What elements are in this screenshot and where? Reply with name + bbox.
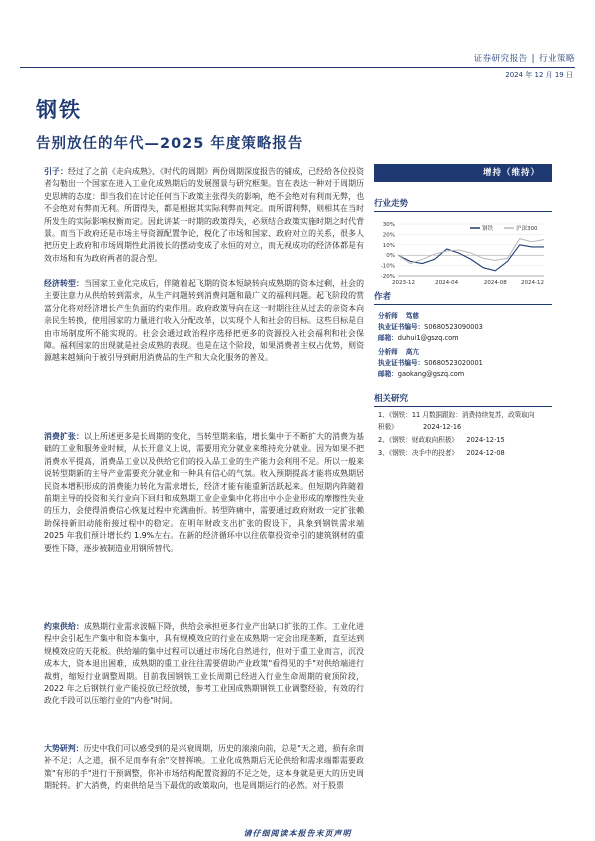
- section-text: 经过了之前《走向成熟》、《时代的周期》两份周期深度报告的铺成，已经给各位投资者勾勒出一个国家在进入工业化成熟期后的发展图景与研究框架。盲在表达一种对于周期历史思辨的态度：即当我们在讨论任何当下政策主张得失的影响，绝不会绝对有利而无弊，也不会绝对有弊而无利。所谓得失，都是根据其实际利弊而判定。而所谓利弊，则相其在当时所发生的实际影响权衡而定。因此讲某一时期的政策得失，必须结合政策实施时期之时代背景。而当下政府还是市场主导资源配置争论，税化了市场和国家、政府对立的关系，很多人把历史上政府和市场周期性此消彼长的摆动变成了永恒的对立，而无视成功的经济体都是有效市场和有为政府两者的混合型。: [44, 167, 364, 263]
- email-label: 邮箱：: [378, 334, 398, 342]
- cert-label: 执业证书编号：: [378, 359, 425, 367]
- author-role-label: 分析师: [378, 312, 398, 320]
- chart-legend: [470, 224, 538, 232]
- section-economic-transition: [44, 278, 364, 365]
- author-section-title: 作者: [374, 290, 552, 305]
- header-separator: |: [531, 54, 535, 64]
- y-tick-label: 10%: [382, 242, 395, 249]
- report-date: 2024 年 12 月 19 日: [505, 71, 573, 79]
- author-1-email: [378, 332, 459, 342]
- trend-chart-svg: [374, 218, 552, 288]
- related-report-title: 3、《钢铁：决手中的投者》: [378, 449, 459, 457]
- related-report-date: 2024-12-08: [466, 449, 505, 457]
- report-type-header: [474, 52, 575, 64]
- section-lead: 经济转型：: [44, 279, 85, 288]
- y-tick-label: 20%: [382, 232, 395, 239]
- rating-badge: 增持（维持）: [374, 164, 552, 182]
- author-2-email: [378, 368, 464, 378]
- cert-label: 执业证书编号：: [378, 323, 425, 331]
- related-report-3[interactable]: [378, 449, 505, 458]
- y-tick-label: 30%: [382, 222, 395, 228]
- section-lead: 大势研判：: [44, 744, 84, 753]
- trend-section-title: 行业走势: [374, 197, 552, 212]
- x-tick-label: 2024-12: [521, 280, 544, 286]
- report-subcategory: 行业策略: [538, 54, 575, 64]
- related-report-date: 2024-12-15: [466, 436, 505, 444]
- section-lead: 引子：: [44, 167, 68, 176]
- author-name: 高亢: [405, 348, 419, 356]
- author-2-cert: [378, 357, 483, 367]
- section-lead: 消费扩张：: [44, 432, 85, 441]
- section-outlook: [44, 743, 364, 793]
- section-introduction: [44, 166, 364, 265]
- cert-number: S0680523020001: [424, 359, 483, 367]
- author-2-role: [378, 346, 419, 356]
- x-tick-label: 2023-12: [392, 280, 415, 286]
- section-consumption-expansion: [44, 431, 364, 555]
- y-tick-label: -20%: [380, 274, 395, 280]
- section-text: 以上所述更多是长周期的变化，当转型期来临，增长集中于不断扩大的消费为基础的工业和服务业时候，从长开意义上说，需要用充分就业来维持充分就业。因为如果不把消费水平提高，消费品工业以及供给它们的投入品工业的生产能力会利用不足。所以一般来说转型期新的主导产业需要充分就业和一种具有信心的气氛。收入预期提高才能将成熟期居民资本增积形成的消费能力转化为需求增长，经济才能有能重新活跃起来。但短期内阵随着前期主导的投资和关行业向下回归和成熟期工业企业集中化将出中小企业形成的摩擦性失业的压力，会使得消费信心恢复过程中充满曲折。转型阵痛中，需要通过政府财政一定扩张赖助保持新旧动能衔接过程中的稳定。在明年财政支出扩张的假设下，具象到钢铁需求端 2025 年我们预计增长约 1.9%左右。在新的经济循环中以往依靠投资牵引的建筑钢材的重要性下降，逐步被制造业用钢所替代。: [44, 432, 364, 553]
- y-tick-label: 0%: [386, 253, 395, 260]
- section-text: 当国家工业化完成后，伴随着起飞期的资本短缺转向成熟期的资本过剩，社会的主要注意力从供给转到需求，从生产问题转到消费问题和最广义的福利问题。起飞阶段的赏富分化将对经济增长产生负面的约束作用。政府政策导向在这一时期往往从过去的亲资本向亲民生转换，使用国家的力量进行收入分配改革，以实现个人和社会的目标。这些目标是自由市场制度所不能实现的。社会会通过政治程序选择把更多的资源投入社会福利和社会保障。福利国家的出现就是社会成熟的表现。也是在这个阶段，如果消费者主权占优势，则资源越来越倾向于被引导到耐用消费品的生产和大众化服务的普及。: [44, 279, 364, 363]
- cert-number: S0680523090003: [424, 323, 483, 331]
- email-link[interactable]: duhui1@gszq.com: [397, 334, 459, 342]
- chart-series: [398, 239, 544, 271]
- section-text: 历史中我们可以感受到的是兴衰周期，历史的滚滚向前，总是"天之道，损有余而补不足；人之道，损不足而奉有余"交替挥映。工业化成熟期后无论供给和需求端都需要政策"有形的手"进行干预调整，你补市场结构配置资源的不足之处，这本身就是更大的历史周期轮转。扩大消费，约束供给是当下最优的政策取向，也是周期运行的必然。对于股票: [44, 744, 364, 791]
- author-1-cert: [378, 321, 483, 331]
- author-1-role: [378, 310, 419, 320]
- section-lead: 约束供给：: [44, 622, 85, 631]
- section-supply-constraint: [44, 621, 364, 708]
- series-line-1: [398, 245, 544, 271]
- x-tick-label: 2024-04: [435, 280, 459, 286]
- header-divider: [20, 67, 575, 68]
- industry-trend-chart: [374, 218, 552, 288]
- report-title: 告别放任的年代—2025 年度策略报告: [36, 136, 304, 152]
- y-tick-label: -10%: [380, 263, 395, 270]
- author-role-label: 分析师: [378, 348, 398, 356]
- legend-label: 钢铁: [482, 226, 494, 232]
- report-category: 证券研究报告: [473, 54, 528, 64]
- related-report-title-cont: 积极》: [378, 423, 398, 431]
- related-report-1[interactable]: [378, 411, 534, 420]
- related-report-title: 1、《钢铁：11 月数据跟踪：消费持续复苏，政策取向: [378, 411, 535, 419]
- related-section-title: 相关研究: [374, 392, 552, 407]
- legend-label: 沪深300: [516, 226, 538, 232]
- related-report-title: 2、《钢铁：财政取向积极》: [378, 436, 459, 444]
- email-link[interactable]: gaokang@gszq.com: [397, 370, 465, 378]
- section-text: 成熟期行业需求波幅下降，供给会承担更多行业产出缺口扩张的工作。工业化进程中会引起生产集中和资本集中，具有规模效应的行业在成熟期一定会出现垄断，直至达到规模效应的天花板。供给端的集中过程可以通过市场化自然进行，但对于重工业而言，沉没成本大，资本退出困难，成熟期的重工业往往需要借助产业政策"看得见的手"对供给端进行裁剪，缩短行业调整周期。目前我国钢铁工业长周期已经进入行业生命周期的衰顶阶段，2022 年之后钢铁行业产能投放已经放缓，参考工业国成熟期钢铁工业调整经验，有效的行政化手段可以压缩行业的"内卷"时间。: [44, 622, 364, 706]
- disclaimer-footer: 请仔细阅读本报告末页声明: [243, 829, 352, 838]
- related-report-1-cont[interactable]: [378, 423, 461, 432]
- related-report-2[interactable]: [378, 436, 505, 445]
- author-name: 笃慈: [405, 312, 419, 320]
- email-label: 邮箱：: [378, 370, 398, 378]
- industry-name: 钢铁: [36, 98, 82, 122]
- x-tick-label: 2024-08: [483, 280, 507, 286]
- related-report-date: 2024-12-16: [422, 423, 462, 431]
